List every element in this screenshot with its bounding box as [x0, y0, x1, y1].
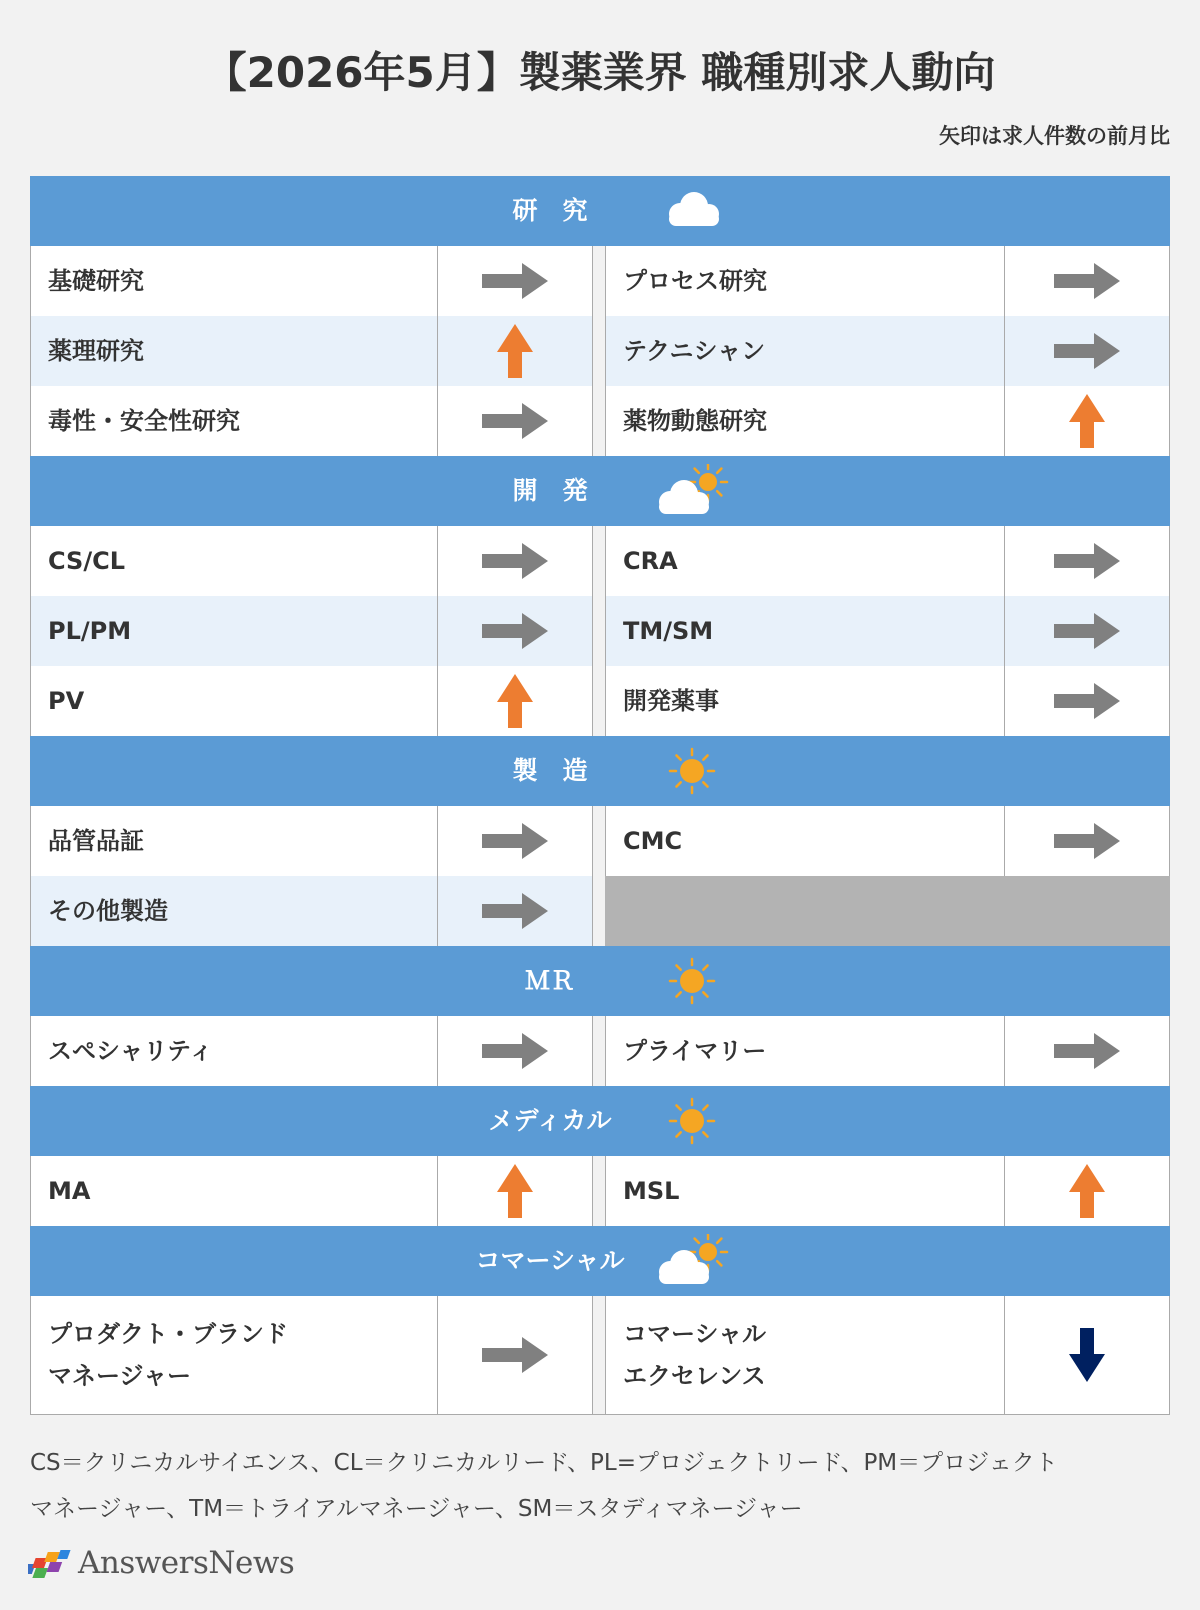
job-name-cell: [605, 596, 1005, 666]
trend-cell: [1005, 1016, 1170, 1086]
footnote-line: CS＝クリニカルサイエンス、CL＝クリニカルリード、PL=プロジェクトリード、PM＝プロジェクト: [30, 1450, 1058, 1476]
section-header: [30, 946, 1170, 1016]
job-name-cell: [30, 246, 438, 316]
arrow-right-icon: [1054, 613, 1120, 649]
job-name: 薬物動態研究: [623, 407, 767, 435]
arrow-up-icon: [1069, 394, 1105, 448]
job-trend-table: [30, 176, 1170, 1415]
sun-icon: [652, 1094, 732, 1148]
trend-cell: [438, 1156, 593, 1226]
job-name: 毒性・安全性研究: [48, 407, 240, 435]
job-name: その他製造: [48, 897, 168, 925]
arrow-right-icon: [1054, 333, 1120, 369]
trend-cell: [438, 666, 593, 736]
trend-cell: [438, 1296, 593, 1414]
job-name: プロダクト・ブランド: [48, 1320, 288, 1348]
trend-cell: [438, 876, 593, 946]
job-name: MA: [48, 1177, 91, 1205]
column-gap: [593, 806, 605, 876]
job-name: スペシャリティ: [48, 1037, 214, 1065]
job-name: MSL: [623, 1177, 680, 1205]
column-gap: [593, 316, 605, 386]
column-gap: [593, 876, 605, 946]
sun-icon: [652, 744, 732, 798]
trend-cell: [438, 246, 593, 316]
arrow-up-icon: [497, 1164, 533, 1218]
job-name: CMC: [623, 827, 683, 855]
page-title: 【2026年5月】製薬業界 職種別求人動向: [204, 48, 996, 97]
job-name-cell: [605, 526, 1005, 596]
trend-cell: [1005, 526, 1170, 596]
arrow-up-icon: [497, 324, 533, 378]
trend-cell: [438, 316, 593, 386]
footnote-line: マネージャー、TM＝トライアルマネージャー、SM＝スタディマネージャー: [30, 1496, 803, 1522]
job-name-cell: [30, 876, 438, 946]
job-name: CS/CL: [48, 547, 126, 575]
section-label: ＭＲ: [524, 966, 575, 995]
logo: [28, 1545, 294, 1581]
job-name-cell: [30, 316, 438, 386]
arrow-up-icon: [497, 674, 533, 728]
logo-text: AnswersNews: [78, 1545, 295, 1581]
job-name-cell: [605, 1156, 1005, 1226]
trend-cell: [1005, 386, 1170, 456]
trend-cell: [438, 1016, 593, 1086]
job-name-cell: [605, 246, 1005, 316]
section-label: コマーシャル: [475, 1246, 625, 1275]
arrow-right-icon: [482, 1337, 548, 1373]
job-name-cell: [605, 1016, 1005, 1086]
table-row: [30, 246, 1170, 316]
job-name: コマーシャル: [623, 1320, 767, 1348]
job-name: 薬理研究: [48, 337, 144, 365]
table-row: [30, 596, 1170, 666]
puzzle-logo-icon: [28, 1546, 74, 1580]
arrow-right-icon: [1054, 683, 1120, 719]
trend-cell: [438, 386, 593, 456]
section-header: [30, 1086, 1170, 1156]
job-name-cell: [605, 1296, 1005, 1414]
job-name-cell: [605, 666, 1005, 736]
job-name: テクニシャン: [623, 337, 766, 365]
job-name-cell: [30, 1296, 438, 1414]
arrow-down-icon: [1069, 1328, 1105, 1382]
column-gap: [593, 1296, 605, 1414]
column-gap: [593, 526, 605, 596]
empty-cell: [605, 876, 1170, 946]
job-name-cell: [30, 526, 438, 596]
section-label: 開 発: [512, 476, 588, 505]
table-row: [30, 1016, 1170, 1086]
trend-cell: [438, 596, 593, 666]
trend-cell: [1005, 1156, 1170, 1226]
job-name-cell: [30, 806, 438, 876]
arrow-right-icon: [482, 893, 548, 929]
trend-cell: [1005, 246, 1170, 316]
arrow-right-icon: [482, 613, 548, 649]
table-row: [30, 806, 1170, 876]
footnote: [30, 1440, 1180, 1532]
trend-cell: [438, 526, 593, 596]
job-name-cell: [605, 386, 1005, 456]
trend-cell: [1005, 596, 1170, 666]
trend-cell: [1005, 806, 1170, 876]
section-header: [30, 456, 1170, 526]
arrow-right-icon: [482, 1033, 548, 1069]
job-name-cell: [605, 806, 1005, 876]
table-row: [30, 1296, 1170, 1414]
job-name: 品管品証: [48, 827, 144, 855]
table-row: [30, 526, 1170, 596]
sun-icon: [652, 954, 732, 1008]
job-name-cell: [605, 316, 1005, 386]
section-label: メディカル: [488, 1106, 612, 1135]
arrow-right-icon: [1054, 1033, 1120, 1069]
table-row: [30, 876, 1170, 946]
job-name-line2: エクセレンス: [623, 1362, 766, 1390]
partly-sunny-icon: [652, 1234, 732, 1288]
arrow-right-icon: [482, 823, 548, 859]
job-name: TM/SM: [623, 617, 714, 645]
table-row: [30, 666, 1170, 736]
job-name-cell: [30, 666, 438, 736]
arrow-up-icon: [1069, 1164, 1105, 1218]
trend-cell: [1005, 666, 1170, 736]
job-name-cell: [30, 596, 438, 666]
trend-cell: [1005, 1296, 1170, 1414]
arrow-right-icon: [482, 403, 548, 439]
job-name: 開発薬事: [623, 687, 719, 715]
arrow-right-icon: [482, 263, 548, 299]
trend-cell: [438, 806, 593, 876]
section-header: [30, 736, 1170, 806]
column-gap: [593, 246, 605, 316]
arrow-right-icon: [1054, 263, 1120, 299]
job-name: CRA: [623, 547, 678, 575]
trend-cell: [1005, 316, 1170, 386]
section-header: [30, 176, 1170, 246]
cloud-icon: [652, 184, 732, 238]
job-name: プロセス研究: [623, 267, 767, 295]
page-subtitle: 矢印は求人件数の前月比: [939, 124, 1170, 148]
job-name: プライマリー: [623, 1037, 767, 1065]
table-bottom-border: [30, 1414, 1170, 1415]
partly-sunny-icon: [652, 464, 732, 518]
column-gap: [593, 386, 605, 456]
section-label: 研 究: [512, 196, 588, 225]
table-row: [30, 386, 1170, 456]
table-row: [30, 1156, 1170, 1226]
section-label: 製 造: [512, 756, 588, 785]
job-name-line2: マネージャー: [48, 1362, 192, 1390]
section-header: [30, 1226, 1170, 1296]
job-name: 基礎研究: [48, 267, 144, 295]
arrow-right-icon: [1054, 823, 1120, 859]
column-gap: [593, 1016, 605, 1086]
job-name-cell: [30, 1156, 438, 1226]
column-gap: [593, 596, 605, 666]
job-name-cell: [30, 1016, 438, 1086]
arrow-right-icon: [1054, 543, 1120, 579]
column-gap: [593, 1156, 605, 1226]
job-name-cell: [30, 386, 438, 456]
column-gap: [593, 666, 605, 736]
job-name: PV: [48, 687, 85, 715]
arrow-right-icon: [482, 543, 548, 579]
table-row: [30, 316, 1170, 386]
job-name: PL/PM: [48, 617, 132, 645]
